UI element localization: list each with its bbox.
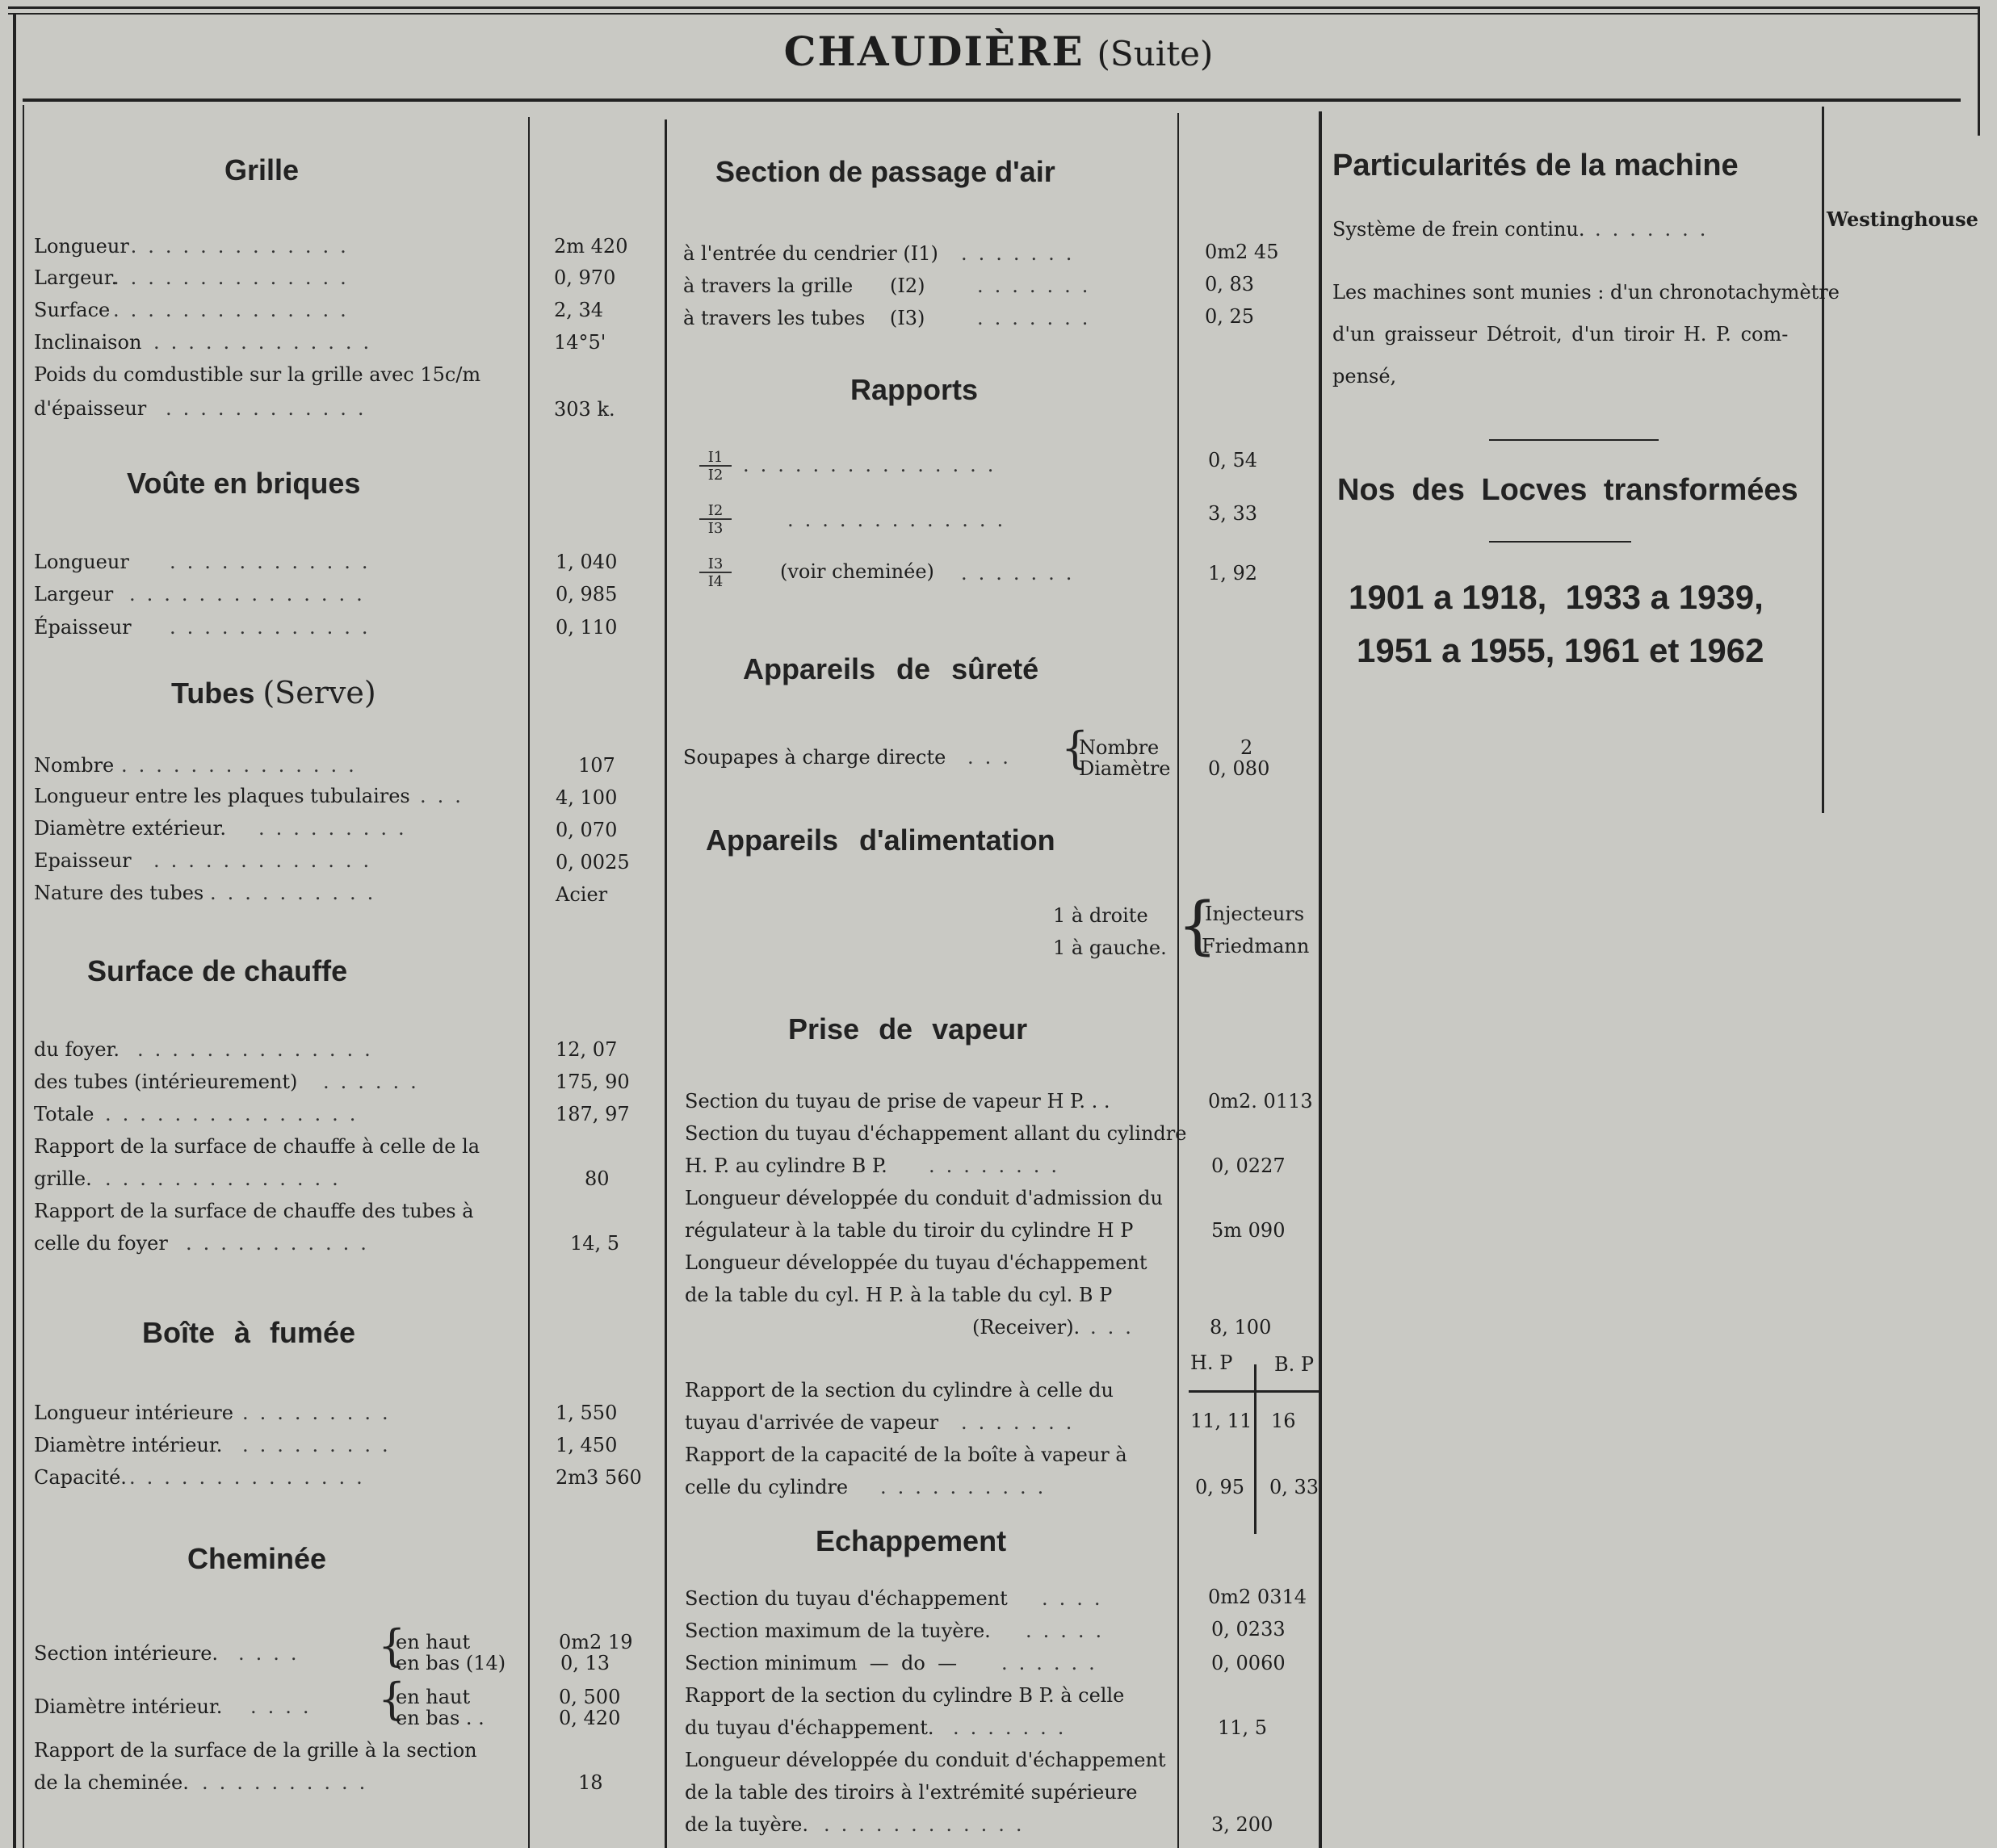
leader-dots: ....: [238, 1642, 308, 1665]
leader-dots: ....: [1042, 1587, 1112, 1610]
rapports-value: 0, 54: [1208, 449, 1258, 471]
echappement-line: Section maximum de la tuyère.: [685, 1620, 991, 1642]
hp-column-header: H. P: [1190, 1351, 1233, 1374]
frein-label: Système de frein continu.: [1332, 218, 1585, 241]
surete-sub: Nombre: [1079, 736, 1160, 759]
vapeur-line: celle du cylindre: [685, 1476, 849, 1498]
rapports-value: 3, 33: [1208, 502, 1258, 525]
surete-label: Soupapes à charge directe: [683, 746, 946, 769]
rapports-note: (voir cheminée): [780, 560, 934, 583]
leader-dots: .......: [961, 562, 1084, 585]
grille-row-label: Inclinaison: [34, 331, 142, 354]
leader-dots: ..........: [210, 882, 385, 904]
brace-icon: {: [378, 1674, 406, 1724]
rapports-value: 1, 92: [1208, 562, 1258, 585]
tubes-row-value: 107: [578, 754, 615, 777]
munies-line: pensé,: [1332, 365, 1397, 388]
leader-dots: .............: [153, 331, 381, 354]
echappement-value: 11, 5: [1218, 1716, 1268, 1739]
title-suffix: (Suite): [1097, 34, 1214, 73]
tubes-row-value: 0, 070: [556, 819, 618, 841]
particularites-heading: Particularités de la machine: [1332, 149, 1739, 182]
leader-dots: ..............: [105, 1167, 350, 1190]
voute-row-value: 0, 110: [556, 616, 618, 639]
locomotive-numbers: 1901 a 1918, 1933 a 1939,: [1349, 578, 1764, 616]
leader-dots: ...: [420, 785, 472, 807]
air-row-value: 0, 25: [1205, 305, 1255, 328]
leader-dots: .....: [1026, 1620, 1114, 1642]
voute-row-value: 1, 040: [556, 551, 618, 573]
air-row-label: à l'entrée du cendrier (I1): [683, 242, 938, 265]
fraction-numerator: I1: [699, 450, 732, 467]
air-heading: Section de passage d'air: [715, 155, 1055, 188]
grille-row-value: 303 k.: [554, 398, 615, 421]
tubes-heading-text: Tubes: [171, 677, 255, 710]
leader-dots: ..............: [137, 1038, 382, 1061]
surface-row-label: celle du foyer: [34, 1232, 168, 1255]
leader-dots: ...............: [743, 454, 1005, 476]
cheminee-section-sub: en bas (14): [396, 1652, 506, 1674]
capacite-bp-value: 0, 33: [1269, 1476, 1319, 1498]
grille-row-label: d'épaisseur: [34, 397, 147, 420]
surface-row-value: 80: [585, 1167, 610, 1190]
arrivee-hp-value: 11, 11: [1190, 1410, 1252, 1432]
short-rule: [1489, 439, 1659, 441]
fraction-denominator: I2: [707, 467, 724, 484]
top-border-inner: [8, 13, 1978, 15]
leader-dots: ...........: [186, 1232, 378, 1255]
leader-dots: ..............: [113, 299, 358, 321]
boite-row-label: Capacité.: [34, 1466, 127, 1489]
voute-heading: Voûte en briques: [127, 467, 361, 500]
grille-row-value: 2, 34: [554, 299, 604, 321]
echappement-line: du tuyau d'échappement.: [685, 1716, 934, 1739]
leader-dots: .......: [961, 242, 1084, 265]
brace-icon: {: [1061, 723, 1089, 773]
cheminee-diam-label: Diamètre intérieur.: [34, 1695, 223, 1718]
frein-value: Westinghouse: [1827, 207, 1978, 231]
surete-value: 0, 080: [1208, 757, 1270, 780]
grille-row-value: 2m 420: [554, 235, 628, 258]
echappement-value: 0m2 0314: [1208, 1586, 1307, 1608]
col-sep-right-values: [1822, 107, 1824, 813]
boite-row-label: Diamètre intérieur.: [34, 1434, 223, 1456]
grille-row-value: 14°5': [554, 331, 606, 354]
leader-dots: ..............: [121, 754, 366, 777]
tubes-heading: [171, 675, 376, 710]
tubes-heading-suffix: (Serve): [262, 675, 376, 710]
voute-row-value: 0, 985: [556, 583, 618, 606]
alimentation-side: 1 à droite: [1053, 904, 1148, 927]
cheminee-diam-value: 0, 500: [559, 1686, 621, 1708]
leader-dots: ..........: [880, 1476, 1055, 1498]
voute-row-label: Épaisseur: [34, 616, 132, 639]
grille-row-label: Surface: [34, 299, 111, 321]
title-main: CHAUDIÈRE: [783, 27, 1085, 75]
short-rule: [1489, 541, 1631, 543]
fraction-denominator: I4: [707, 573, 724, 590]
boite-row-label: Longueur intérieure: [34, 1402, 233, 1424]
tubes-row-label: Longueur entre les plaques tubulaires: [34, 785, 410, 807]
col-sep-left-middle: [665, 119, 667, 1848]
grille-row-label: Largeur.: [34, 266, 118, 289]
surface-row-value: 187, 97: [556, 1103, 630, 1125]
surete-heading: Appareils de sûreté: [743, 652, 1039, 685]
capacite-hp-value: 0, 95: [1195, 1476, 1245, 1498]
vapeur-line: Longueur développée du tuyau d'échappement: [685, 1251, 1147, 1274]
col-sep-left-values: [528, 117, 530, 1848]
header-divider: [23, 98, 1961, 102]
grille-heading: Grille: [224, 153, 300, 186]
leader-dots: ......: [1001, 1652, 1106, 1674]
grille-row-label: Longueur: [34, 235, 129, 258]
leader-dots: ...: [967, 746, 1020, 769]
leader-dots: ...: [1090, 1316, 1143, 1339]
echappement-line: Section minimum — do —: [685, 1652, 958, 1674]
leader-dots: .............: [787, 509, 1015, 531]
cheminee-rapport-label: Rapport de la surface de la grille à la section: [34, 1739, 477, 1762]
leader-dots: ............: [166, 397, 375, 420]
alimentation-value: Injecteurs: [1205, 903, 1305, 925]
alimentation-value: Friedmann: [1202, 935, 1310, 958]
vapeur-value: 0m2. 0113: [1208, 1090, 1313, 1113]
alimentation-heading: Appareils d'alimentation: [706, 823, 1055, 857]
leader-dots: ....: [250, 1695, 321, 1718]
leader-dots: .......: [961, 1411, 1084, 1434]
surface-row-value: 14, 5: [570, 1232, 620, 1255]
vapeur-line: Longueur développée du conduit d'admission du: [685, 1187, 1163, 1209]
col-sep-middle-values: [1177, 113, 1179, 1848]
echappement-line: Rapport de la section du cylindre B P. à celle: [685, 1684, 1125, 1707]
boite-heading: Boîte à fumée: [142, 1316, 356, 1349]
leader-dots: ........: [929, 1154, 1069, 1177]
boite-row-value: 1, 450: [556, 1434, 618, 1456]
tubes-row-label: Nature des tubes: [34, 882, 204, 904]
vapeur-line: tuyau d'arrivée de vapeur: [685, 1411, 939, 1434]
vapeur-value: 8, 100: [1210, 1316, 1272, 1339]
surface-heading: Surface de chauffe: [87, 954, 348, 987]
vapeur-line: régulateur à la table du tiroir du cylindre H P: [685, 1219, 1134, 1242]
leader-dots: ..............: [113, 235, 358, 258]
air-row-value: 0m2 45: [1205, 241, 1279, 263]
brace-icon: {: [378, 1620, 406, 1671]
leader-dots: .......: [977, 274, 1100, 297]
fraction-denominator: I3: [707, 520, 724, 537]
top-border: [8, 6, 1978, 9]
leader-dots: .......: [953, 1716, 1076, 1739]
tubes-row-label: Nombre: [34, 754, 115, 777]
fraction-numerator: I3: [699, 557, 732, 573]
leader-dots: ...............: [105, 1103, 367, 1125]
rapports-heading: Rapports: [850, 373, 979, 406]
cheminee-diam-sub: en haut: [396, 1686, 471, 1708]
page-title: [0, 27, 1997, 78]
locomotives-heading: Nos des Locves transformées: [1337, 473, 1798, 507]
leader-dots: .......: [1595, 218, 1718, 241]
vapeur-line: (Receiver).: [972, 1316, 1080, 1339]
vapeur-line: Section du tuyau d'échappement allant du cylindre: [685, 1122, 1187, 1145]
arrivee-bp-value: 16: [1271, 1410, 1296, 1432]
echappement-line: Section du tuyau d'échappement: [685, 1587, 1008, 1610]
vapeur-heading: Prise de vapeur: [788, 1012, 1028, 1046]
voute-row-label: Largeur: [34, 583, 114, 606]
leader-dots: .............: [153, 849, 381, 872]
leader-dots: .......: [977, 307, 1100, 329]
echappement-value: 0, 0233: [1211, 1618, 1286, 1641]
tubes-row-value: 0, 0025: [556, 851, 630, 874]
surface-row-label: des tubes (intérieurement): [34, 1071, 298, 1093]
surete-sub: Diamètre: [1079, 757, 1171, 780]
cheminee-section-label: Section intérieure.: [34, 1642, 219, 1665]
cheminee-rapport-label: de la cheminée.: [34, 1771, 189, 1794]
leader-dots: .........: [242, 1402, 400, 1424]
echappement-line: de la tuyère.: [685, 1813, 808, 1836]
vapeur-line: H. P. au cylindre B P.: [685, 1154, 887, 1177]
left-border: [13, 13, 16, 1848]
boite-row-value: 2m3 560: [556, 1466, 642, 1489]
leader-dots: ......: [323, 1071, 428, 1093]
air-row-label: à travers les tubes (I3): [683, 307, 925, 329]
left-border-inner: [23, 105, 24, 1848]
surface-row-value: 12, 07: [556, 1038, 618, 1061]
leader-dots: ............: [170, 551, 380, 573]
vapeur-value: 5m 090: [1211, 1219, 1286, 1242]
tubes-row-value: 4, 100: [556, 786, 618, 809]
surface-row-label: Totale: [34, 1103, 94, 1125]
air-row-value: 0, 83: [1205, 273, 1255, 295]
echappement-line: Longueur développée du conduit d'échappement: [685, 1749, 1166, 1771]
leader-dots: ............: [170, 616, 380, 639]
cheminee-heading: Cheminée: [187, 1542, 327, 1575]
bp-column-header: B. P: [1274, 1353, 1315, 1376]
air-row-label: à travers la grille (I2): [683, 274, 925, 297]
tubes-row-label: Diamètre extérieur.: [34, 817, 226, 840]
fraction-numerator: I2: [699, 504, 732, 520]
munies-line: d'un graisseur Détroit, d'un tiroir H. P. com-: [1332, 323, 1789, 346]
hp-bp-divider: [1254, 1364, 1257, 1534]
surface-row-label: grille.: [34, 1167, 92, 1190]
leader-dots: ............: [824, 1813, 1034, 1836]
cheminee-rapport-value: 18: [578, 1771, 603, 1794]
cheminee-diam-sub: en bas . .: [396, 1707, 485, 1729]
leader-dots: ..............: [129, 583, 374, 606]
vapeur-value: 0, 0227: [1211, 1154, 1286, 1177]
surface-row-value: 175, 90: [556, 1071, 630, 1093]
tubes-row-label: Epaisseur: [34, 849, 132, 872]
surface-row-label: Rapport de la surface de chauffe des tubes à: [34, 1200, 474, 1222]
vapeur-line: Rapport de la capacité de la boîte à vapeur à: [685, 1444, 1127, 1466]
cheminee-section-value: 0, 13: [560, 1652, 610, 1674]
echappement-heading: Echappement: [816, 1524, 1007, 1557]
vapeur-line: de la table du cyl. H P. à la table du cyl. B P: [685, 1284, 1113, 1306]
cheminee-section-sub: en haut: [396, 1631, 471, 1653]
surete-value: 2: [1240, 736, 1253, 759]
grille-row-label: Poids du comdustible sur la grille avec 15c/m: [34, 363, 481, 386]
vapeur-line: Section du tuyau de prise de vapeur H P. . .: [685, 1090, 1110, 1113]
leader-dots: ..............: [129, 1466, 374, 1489]
munies-line: Les machines sont munies : d'un chronotachymètre: [1332, 281, 1840, 304]
echappement-value: 3, 200: [1211, 1813, 1273, 1836]
grille-row-value: 0, 970: [554, 266, 616, 289]
echappement-value: 0, 0060: [1211, 1652, 1286, 1674]
locomotive-numbers: 1951 a 1955, 1961 et 1962: [1357, 631, 1764, 669]
echappement-line: de la table des tiroirs à l'extrémité supérieure: [685, 1781, 1138, 1804]
brace-icon: {: [1177, 890, 1218, 962]
cheminee-diam-value: 0, 420: [559, 1707, 621, 1729]
tubes-row-value: Acier: [556, 883, 608, 906]
vapeur-line: Rapport de la section du cylindre à celle du: [685, 1379, 1114, 1402]
boite-row-value: 1, 550: [556, 1402, 618, 1424]
surface-row-label: Rapport de la surface de chauffe à celle de la: [34, 1135, 480, 1158]
leader-dots: ..............: [113, 266, 358, 289]
surface-row-label: du foyer.: [34, 1038, 120, 1061]
col-sep-middle-right: [1319, 111, 1322, 1848]
alimentation-side: 1 à gauche.: [1053, 937, 1167, 959]
voute-row-label: Longueur: [34, 551, 129, 573]
leader-dots: ..........: [202, 1771, 377, 1794]
leader-dots: .........: [258, 817, 416, 840]
cheminee-section-value: 0m2 19: [559, 1631, 633, 1653]
leader-dots: .........: [242, 1434, 400, 1456]
